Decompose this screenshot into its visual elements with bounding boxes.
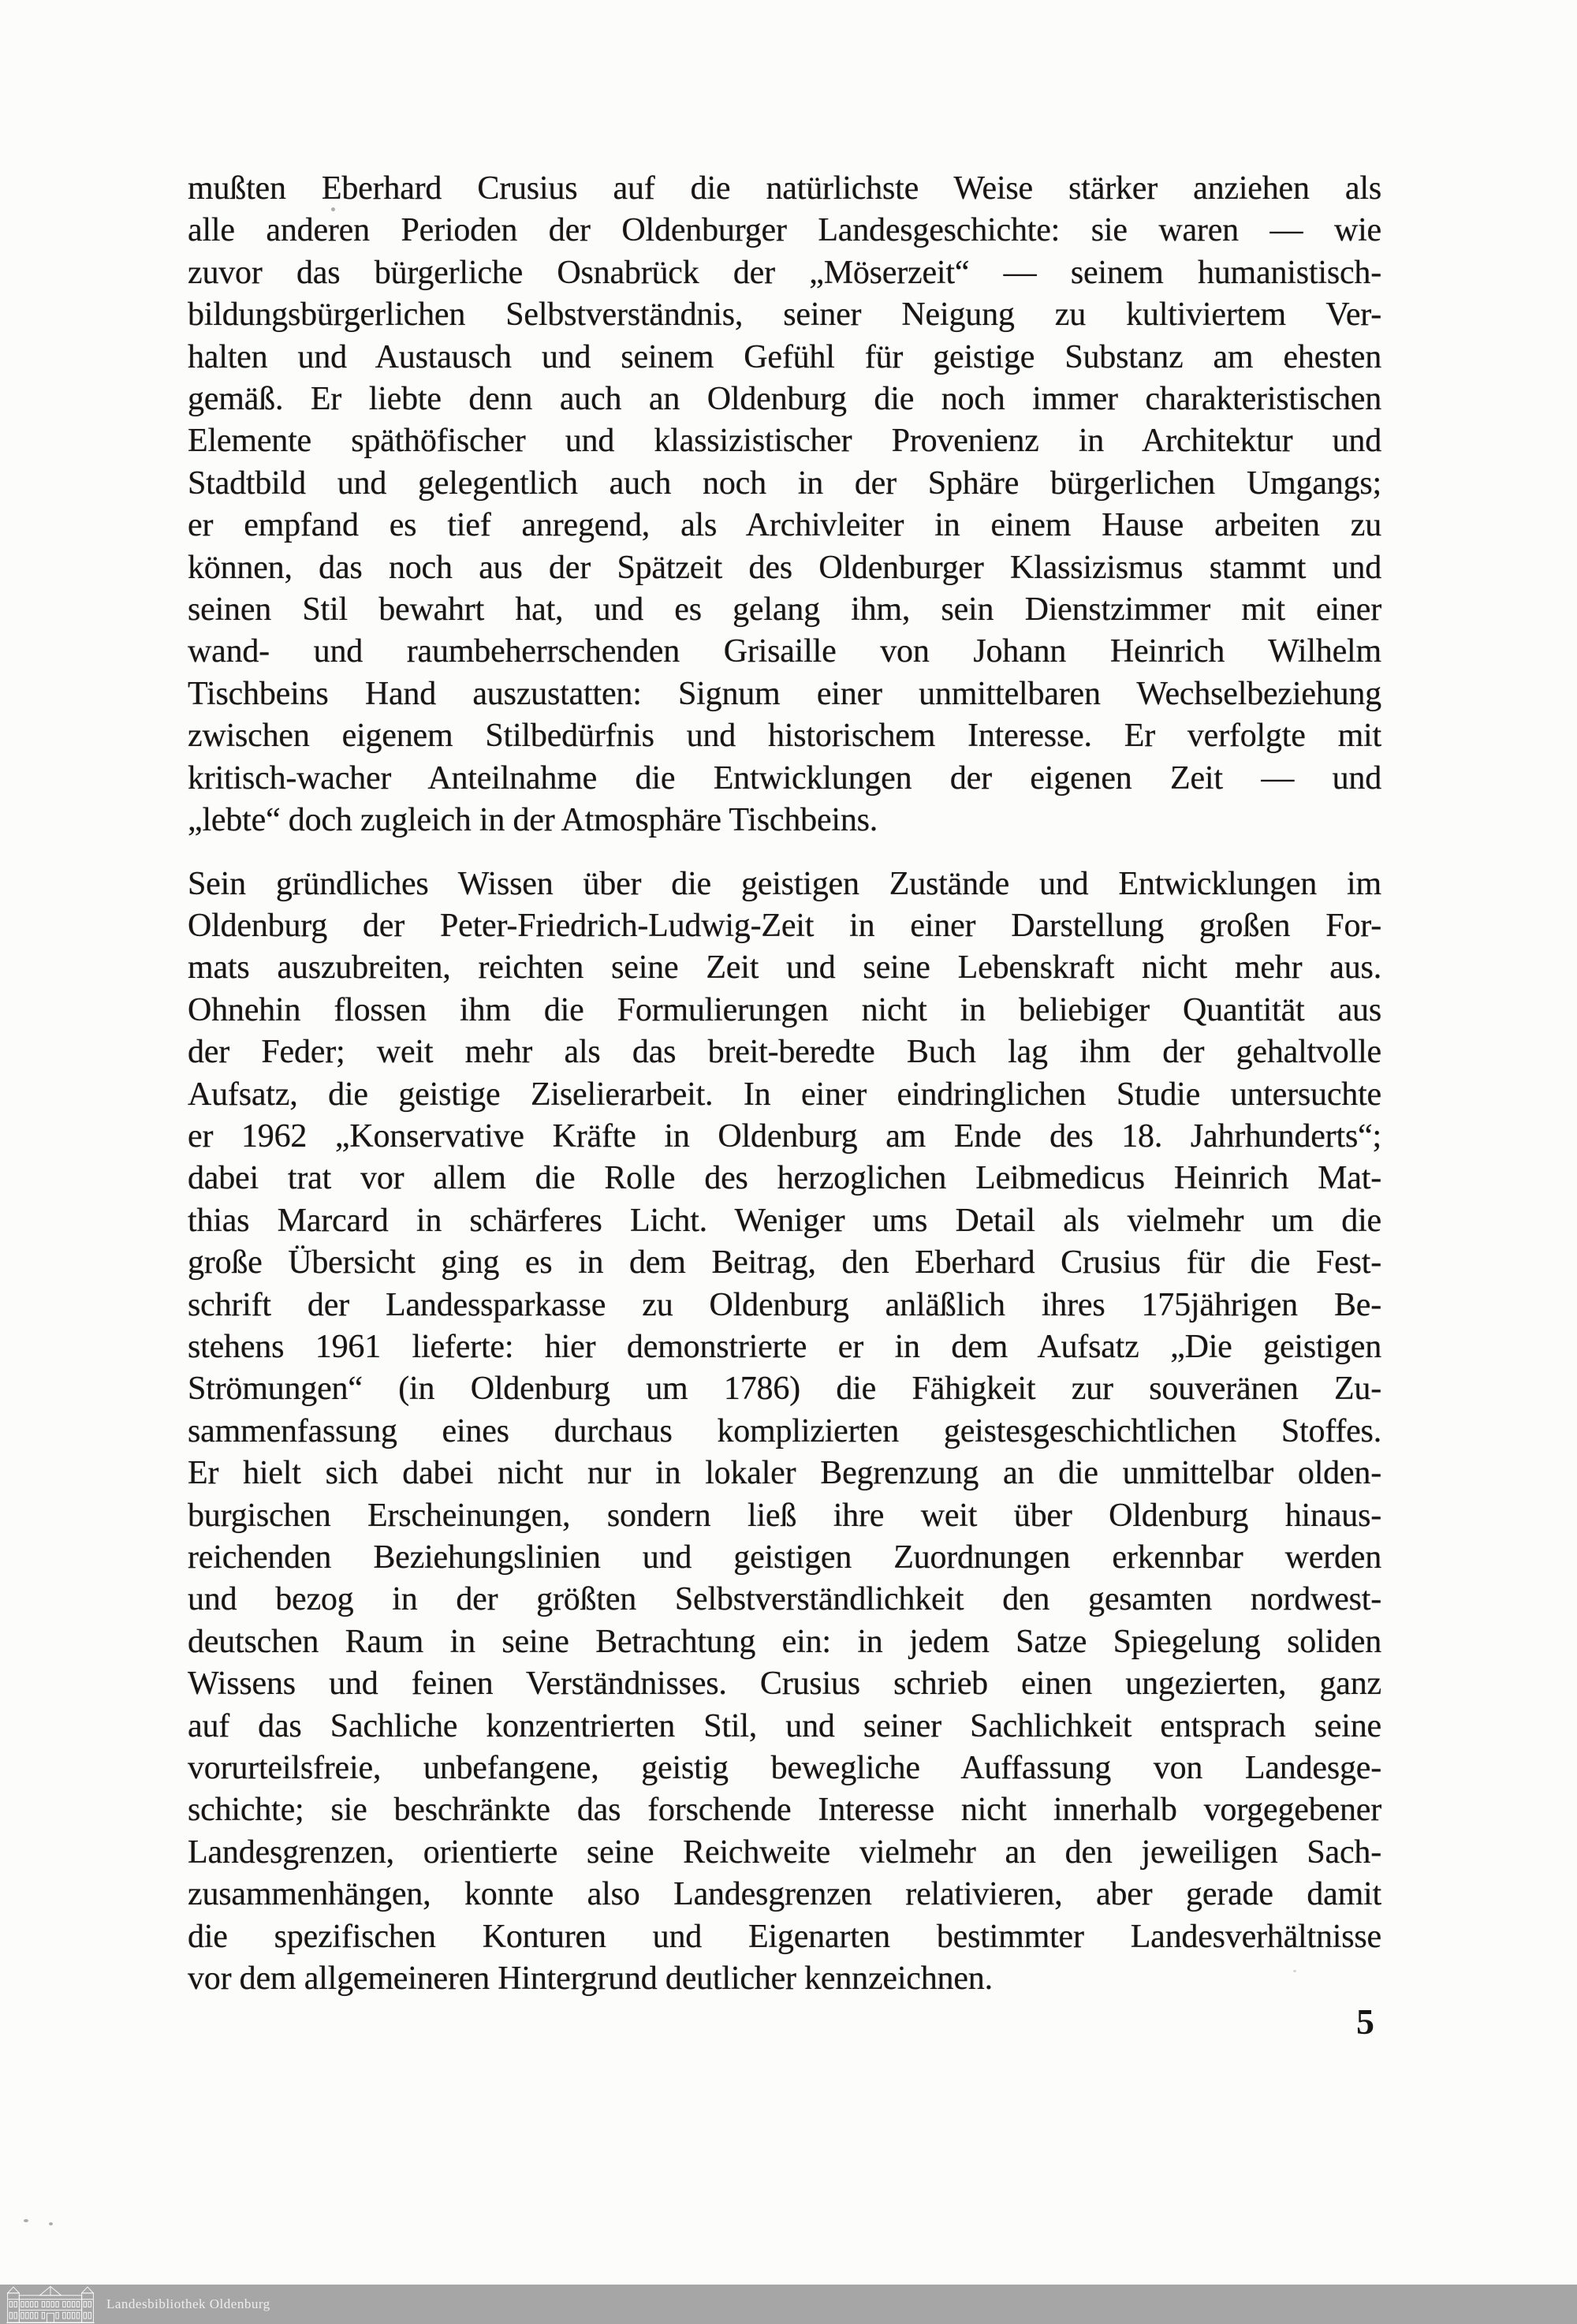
library-name-label: Landesbibliothek Oldenburg [106, 2296, 270, 2311]
text-line: burgischen Erscheinungen, sondern ließ ihre weit über Oldenburg hinaus- [188, 1497, 1381, 1534]
text-line: Strömungen“ (in Oldenburg um 1786) die Fähigkeit zur souveränen Zu- [188, 1371, 1381, 1408]
text-line: seinen Stil bewahrt hat, und es gelang ihm, sein Dienstzimmer mit einer [188, 591, 1381, 629]
text-line: deutschen Raum in seine Betrachtung ein: in jedem Satze Spiegelung soliden [188, 1623, 1381, 1660]
text-line: schichte; sie beschränkte das forschende Interesse nicht innerhalb vorgegebener [188, 1792, 1381, 1829]
text-line: gemäß. Er liebte denn auch an Oldenburg die noch immer charakteristischen [188, 381, 1381, 418]
text-line: thias Marcard in schärferes Licht. Weniger ums Detail als vielmehr um die [188, 1202, 1381, 1239]
text-line: zuvor das bürgerliche Osnabrück der „Möserzeit“ — seinem humanistisch- [188, 254, 1381, 291]
body-text [188, 168, 1381, 2000]
page-number: 5 [1356, 2001, 1374, 2042]
text-line: mats auszubreiten, reichten seine Zeit und seine Lebenskraft nicht mehr aus. [188, 949, 1381, 987]
text-line: auf das Sachliche konzentrierten Stil, und seiner Sachlichkeit entsprach seine [188, 1707, 1381, 1744]
text-line: Aufsatz, die geistige Ziselierarbeit. In einer eindringlichen Studie untersuchte [188, 1076, 1381, 1113]
text-line: er 1962 „Konservative Kräfte in Oldenburg am Ende des 18. Jahrhunderts“; [188, 1117, 1381, 1155]
text-line: der Feder; weit mehr als das breit-beredte Buch lag ihm der gehaltvolle [188, 1034, 1381, 1071]
text-line: reichenden Beziehungslinien und geistigen Zuordnungen erkennbar werden [188, 1539, 1381, 1576]
text-line: er empfand es tief anregend, als Archivleiter in einem Hause arbeiten zu [188, 507, 1381, 544]
text-line: Tischbeins Hand auszustatten: Signum einer unmittelbaren Wechselbeziehung [188, 675, 1381, 712]
library-banner [0, 2285, 1577, 2324]
text-line: Oldenburg der Peter-Friedrich-Ludwig-Zeit in einer Darstellung großen For- [188, 907, 1381, 944]
text-line: Stadtbild und gelegentlich auch noch in der Sphäre bürgerlichen Umgangs; [188, 464, 1381, 502]
scan-speck [331, 207, 335, 211]
text-line: mußten Eberhard Crusius auf die natürlichste Weise stärker anziehen als [188, 170, 1381, 207]
text-line: Landesgrenzen, orientierte seine Reichweite vielmehr an den jeweiligen Sach- [188, 1833, 1381, 1871]
text-line: vorurteilsfreie, unbefangene, geistig bewegliche Auffassung von Landesge- [188, 1750, 1381, 1787]
text-line: kritisch-wacher Anteilnahme die Entwicklungen der eigenen Zeit — und [188, 759, 1381, 796]
text-line: Elemente späthöfischer und klassizistischer Provenienz in Architektur und [188, 423, 1381, 460]
text-line: können, das noch aus der Spätzeit des Oldenburger Klassizismus stammt und [188, 549, 1381, 586]
text-line: alle anderen Perioden der Oldenburger Landesgeschichte: sie waren — wie [188, 212, 1381, 249]
paragraph [188, 864, 1381, 2001]
text-line: Wissens und feinen Verständnisses. Crusius schrieb einen ungezierten, ganz [188, 1666, 1381, 1703]
text-line: die spezifischen Konturen und Eigenarten bestimmter Landesverhältnisse [188, 1918, 1381, 1955]
scan-speck [24, 2219, 28, 2222]
text-line: bildungsbürgerlichen Selbstverständnis, seiner Neigung zu kultiviertem Ver- [188, 297, 1381, 334]
text-line: zusammenhängen, konnte also Landesgrenzen relativieren, aber gerade damit [188, 1876, 1381, 1913]
paragraph [188, 168, 1381, 842]
library-building-icon [6, 2285, 95, 2323]
text-line: halten und Austausch und seinem Gefühl für geistige Substanz am ehesten [188, 338, 1381, 375]
text-line: vor dem allgemeineren Hintergrund deutlicher kennzeichnen. [188, 1960, 993, 1998]
text-line: „lebte“ doch zugleich in der Atmosphäre Tischbeins. [188, 802, 878, 839]
text-line: stehens 1961 lieferte: hier demonstrierte er in dem Aufsatz „Die geistigen [188, 1328, 1381, 1365]
text-line: Er hielt sich dabei nicht nur in lokaler Begrenzung an die unmittelbar olden- [188, 1455, 1381, 1492]
text-line: zwischen eigenem Stilbedürfnis und historischem Interesse. Er verfolgte mit [188, 718, 1381, 755]
scan-speck [49, 2222, 53, 2225]
text-line: dabei trat vor allem die Rolle des herzoglichen Leibmedicus Heinrich Mat- [188, 1160, 1381, 1197]
text-line: schrift der Landessparkasse zu Oldenburg anläßlich ihres 175jährigen Be- [188, 1286, 1381, 1323]
text-line: Ohnehin flossen ihm die Formulierungen nicht in beliebiger Quantität aus [188, 991, 1381, 1028]
text-line: sammenfassung eines durchaus komplizierten geistesgeschichtlichen Stoffes. [188, 1412, 1381, 1449]
text-line: große Übersicht ging es in dem Beitrag, den Eberhard Crusius für die Fest- [188, 1244, 1381, 1281]
text-line: und bezog in der größten Selbstverständlichkeit den gesamten nordwest- [188, 1581, 1381, 1618]
text-line: Sein gründliches Wissen über die geistigen Zustände und Entwicklungen im [188, 865, 1381, 902]
scan-speck [1293, 1970, 1296, 1972]
text-line: wand- und raumbeherrschenden Grisaille von Johann Heinrich Wilhelm [188, 633, 1381, 670]
